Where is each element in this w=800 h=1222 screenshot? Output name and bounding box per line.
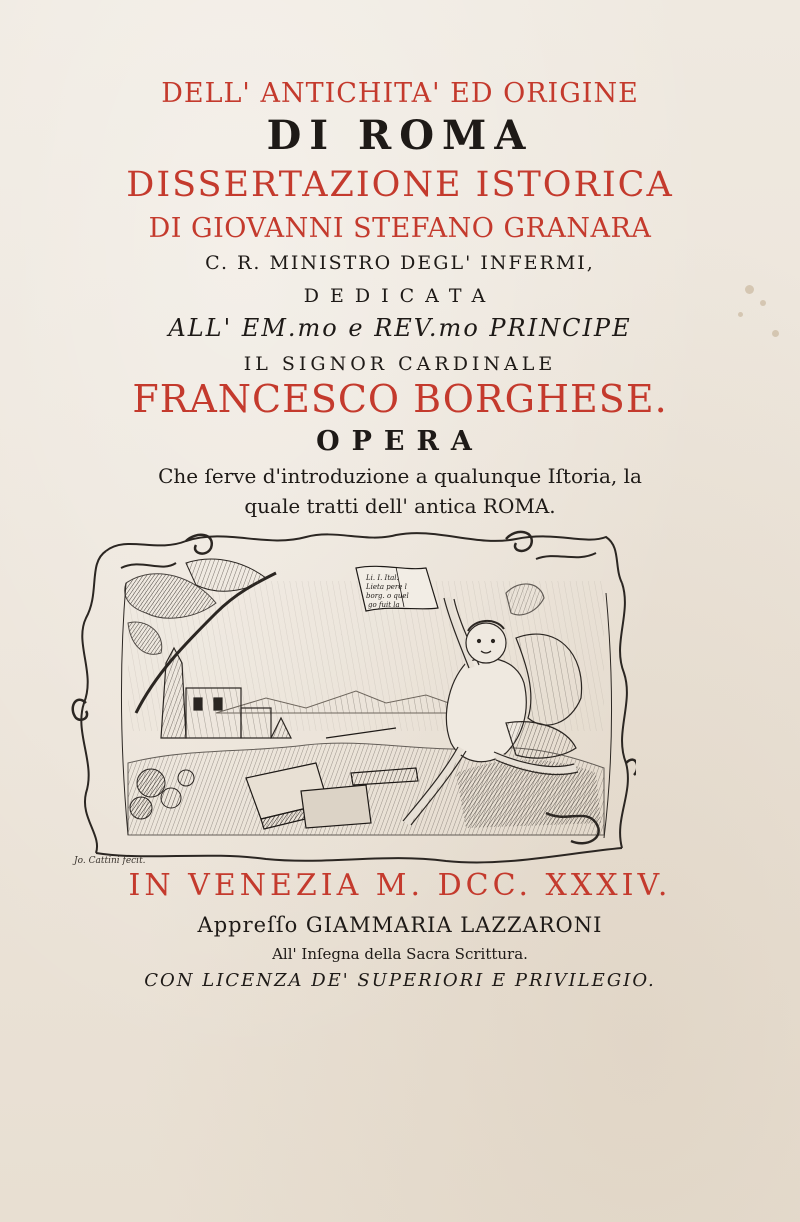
cardinal-line: IL SIGNOR CARDINALE — [243, 353, 557, 375]
title-line-dissertazione: DISSERTAZIONE ISTORICA — [126, 165, 674, 205]
imprint-place-date: IN VENEZIA M. DCC. XXXIV. — [128, 868, 672, 903]
held-book-text-4: go fuit la — [368, 601, 400, 609]
title-line-antichita: DELL' ANTICHITA' ED ORIGINE — [161, 78, 639, 109]
held-book — [356, 566, 438, 611]
imprint-publisher: Appreſſo GIAMMARIA LAZZARONI — [197, 913, 603, 937]
imprint-sign: All' Inſegna della Sacra Scrittura. — [272, 945, 528, 963]
engraving-vignette — [66, 523, 636, 868]
dedicata-line: DEDICATA — [303, 285, 497, 307]
title-line-di-roma: DI ROMA — [266, 112, 534, 159]
held-book-text-2: Lieta pere l — [366, 583, 407, 591]
dedicatee-name-line: FRANCESCO BORGHESE. — [132, 377, 668, 421]
author-title-line: C. R. MINISTRO DEGL' INFERMI, — [205, 252, 595, 274]
engraver-signature: Jo. Cattini fecit. — [74, 856, 146, 866]
description-line-2: quale tratti dell' antica ROMA. — [244, 494, 556, 518]
held-book-text-3: borg. o quel — [366, 592, 409, 600]
dedicatee-rank-line: ALL' EM.mo e REV.mo PRINCIPE — [168, 314, 632, 342]
held-book-text-1: Li. I. Ital. — [366, 574, 399, 582]
opera-line: OPERA — [316, 426, 484, 457]
author-line: DI GIOVANNI STEFANO GRANARA — [148, 213, 652, 244]
imprint-license: CON LICENZA DE' SUPERIORI E PRIVILEGIO. — [144, 970, 656, 991]
description-line-1: Che ſerve d'introduzione a qualunque Iſtoria, la — [158, 464, 642, 488]
